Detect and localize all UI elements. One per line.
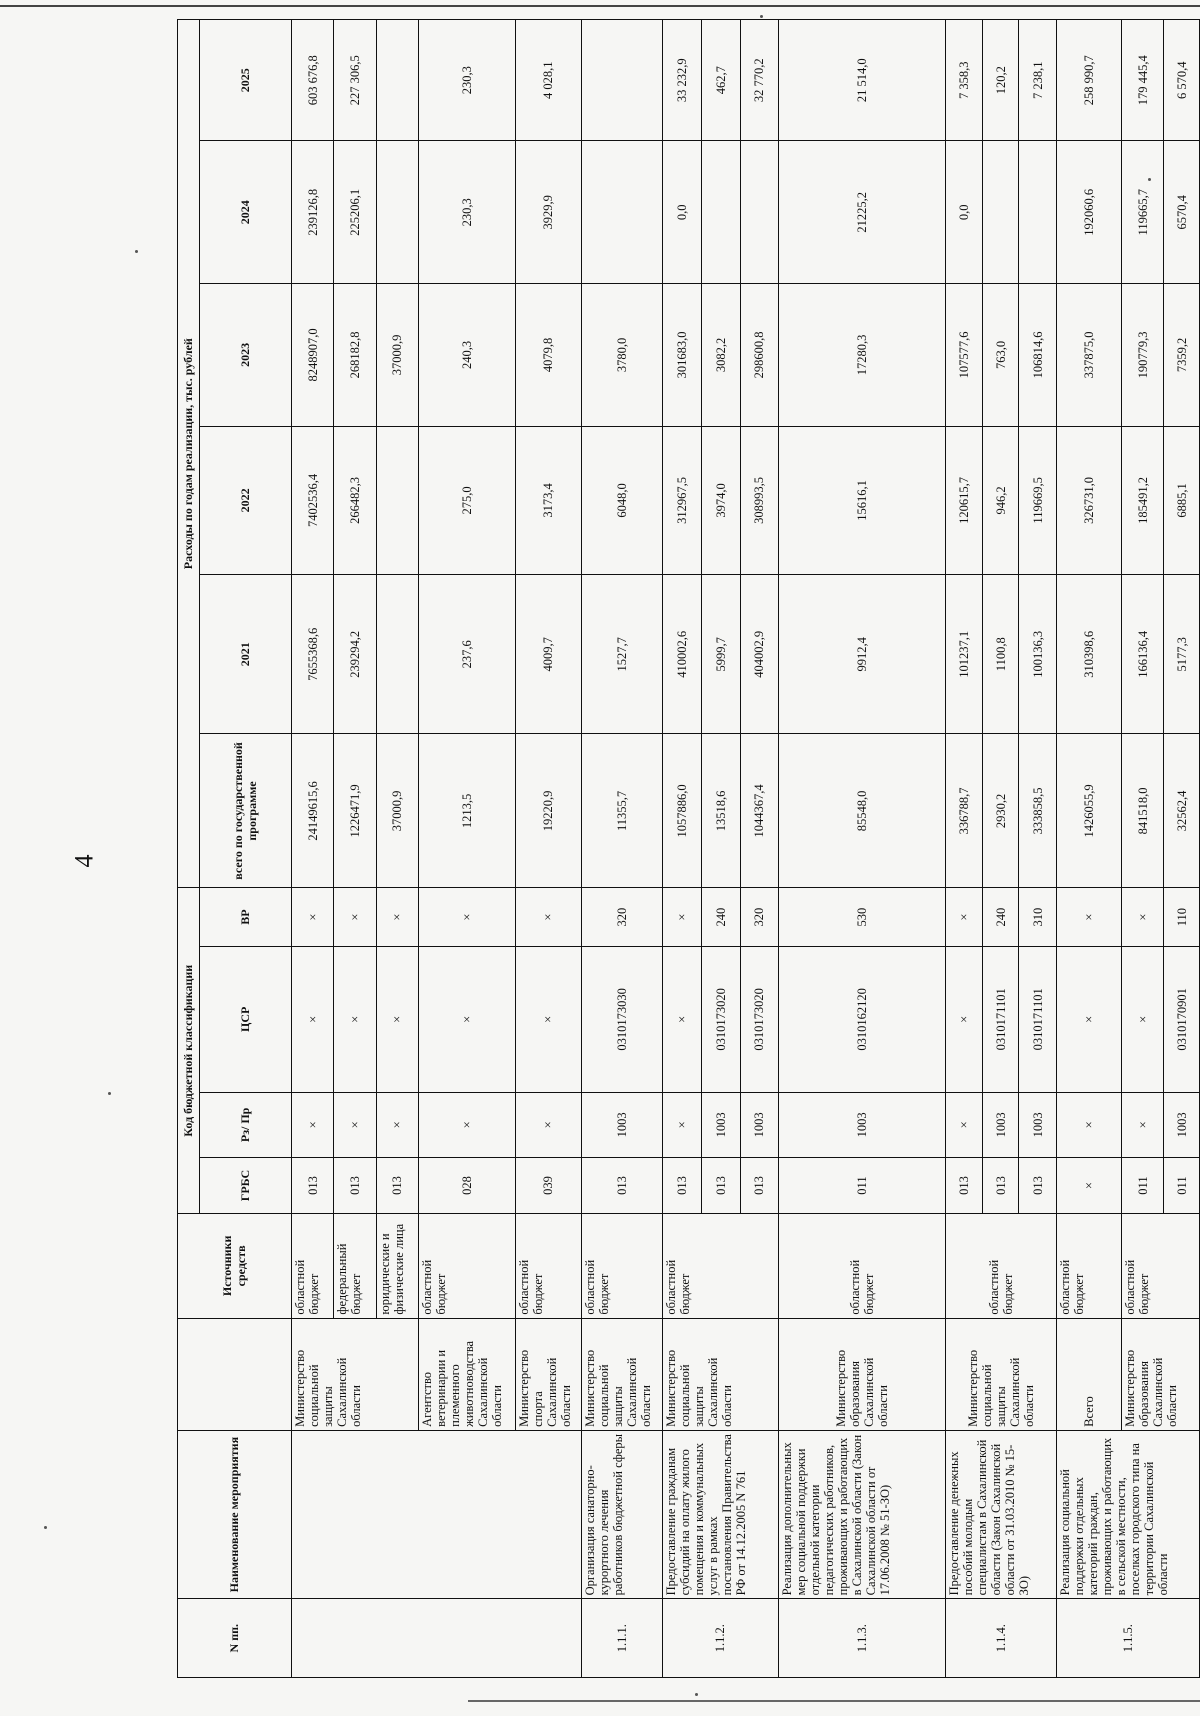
- y2021-cell: 5999,7: [701, 575, 740, 735]
- y2023-cell: 268182,8: [334, 284, 376, 427]
- total-cell: 11355,7: [581, 734, 662, 888]
- y2025-cell: 21 514,0: [778, 20, 945, 141]
- y2022-cell: 266482,3: [334, 426, 376, 574]
- y2022-cell: 15616,1: [778, 426, 945, 574]
- grbs-cell: 028: [418, 1157, 515, 1213]
- table-row: [1121, 20, 1163, 1678]
- y2021-cell: 7655368,6: [292, 575, 334, 735]
- y2025-cell: 120,2: [982, 20, 1019, 141]
- speck: [695, 1693, 698, 1696]
- speck: [44, 1526, 47, 1529]
- total-cell: 85548,0: [778, 734, 945, 888]
- y2023-cell: 301683,0: [662, 284, 701, 427]
- rzpr-cell: ×: [945, 1092, 982, 1157]
- y2023-cell: 107577,6: [945, 284, 982, 427]
- table-row: [292, 20, 334, 1678]
- vr-cell: ×: [515, 888, 581, 946]
- y2025-cell: [376, 20, 418, 141]
- speck: [108, 1092, 111, 1095]
- csr-cell: ×: [1121, 946, 1163, 1092]
- rzpr-cell: 1003: [1019, 1092, 1057, 1157]
- row-number: 1.1.3.: [778, 1599, 945, 1678]
- row-number: 1.1.2.: [662, 1599, 778, 1678]
- row-number: 1.1.4.: [945, 1599, 1056, 1678]
- y2022-cell: 3974,0: [701, 426, 740, 574]
- rzpr-cell: ×: [418, 1092, 515, 1157]
- y2025-cell: [581, 20, 662, 141]
- y2023-cell: 763,0: [982, 284, 1019, 427]
- y2024-cell: 225206,1: [334, 141, 376, 284]
- header-name: Наименование мероприятия: [178, 1430, 292, 1598]
- rzpr-cell: ×: [292, 1092, 334, 1157]
- y2025-cell: 6 570,4: [1164, 20, 1200, 141]
- header-vr: ВР: [200, 888, 292, 946]
- y2023-cell: 7359,2: [1164, 284, 1200, 427]
- y2023-cell: 17280,3: [778, 284, 945, 427]
- y2023-cell: 240,3: [418, 284, 515, 427]
- grbs-cell: 013: [945, 1157, 982, 1213]
- total-cell: 2930,2: [982, 734, 1019, 888]
- executor: Агентство ветеринарии и племенного животноводства Сахалинской области: [418, 1318, 515, 1430]
- total-cell: 1057886,0: [662, 734, 701, 888]
- y2022-cell: 185491,2: [1121, 426, 1163, 574]
- csr-cell: ×: [292, 946, 334, 1092]
- activity-name: Реализация дополнительных мер социальной поддержки отдельной категории педагогических работников, проживающих и работающих в Сахалинской области (Закон Сахалинской области от 17.06.2008 № 51-ЗО): [778, 1430, 945, 1598]
- funding-source: областной бюджет: [581, 1214, 662, 1318]
- grbs-cell: 013: [701, 1157, 740, 1213]
- grbs-cell: 013: [662, 1157, 701, 1213]
- executor: Министерство спорта Сахалинской области: [515, 1318, 581, 1430]
- table-row: [515, 20, 581, 1678]
- funding-source: областной бюджет: [418, 1214, 515, 1318]
- rzpr-cell: ×: [1121, 1092, 1163, 1157]
- y2021-cell: 310398,6: [1057, 575, 1122, 735]
- row-number: [292, 1599, 582, 1678]
- y2024-cell: 230,3: [418, 141, 515, 284]
- table-row: [945, 20, 982, 1678]
- total-cell: 32562,4: [1164, 734, 1200, 888]
- y2021-cell: 239294,2: [334, 575, 376, 735]
- header-grbs: ГРБС: [200, 1157, 292, 1213]
- header-2024: 2024: [200, 141, 292, 284]
- total-cell: 24149615,6: [292, 734, 334, 888]
- y2023-cell: 37000,9: [376, 284, 418, 427]
- scan-top-edge: [0, 5, 1200, 7]
- grbs-cell: 013: [581, 1157, 662, 1213]
- y2025-cell: 4 028,1: [515, 20, 581, 141]
- grbs-cell: 011: [778, 1157, 945, 1213]
- vr-cell: 110: [1164, 888, 1200, 946]
- y2025-cell: 258 990,7: [1057, 20, 1122, 141]
- y2021-cell: 4009,7: [515, 575, 581, 735]
- total-cell: 1226471,9: [334, 734, 376, 888]
- csr-cell: 0310162120: [778, 946, 945, 1092]
- y2024-cell: 0,0: [945, 141, 982, 284]
- y2024-cell: [581, 141, 662, 284]
- header-exec: [178, 1318, 292, 1430]
- rzpr-cell: 1003: [1164, 1092, 1200, 1157]
- vr-cell: ×: [418, 888, 515, 946]
- header-2021: 2021: [200, 575, 292, 735]
- total-cell: 19220,9: [515, 734, 581, 888]
- scan-bottom-edge: [468, 1700, 1200, 1702]
- header-rzpr: Рз/ Пр: [200, 1092, 292, 1157]
- y2025-cell: 179 445,4: [1121, 20, 1163, 141]
- csr-cell: ×: [515, 946, 581, 1092]
- activity-name: Предоставление денежных пособий молодым специалистам в Сахалинской области (Закон Сахалинской области от 31.03.2010 № 15-ЗО): [945, 1430, 1056, 1598]
- header-source: Источники средств: [178, 1214, 292, 1318]
- executor: Министерство социальной защиты Сахалинской области: [945, 1318, 1056, 1430]
- grbs-cell: 013: [982, 1157, 1019, 1213]
- vr-cell: 310: [1019, 888, 1057, 946]
- y2021-cell: 9912,4: [778, 575, 945, 735]
- header-kbk: Код бюджетной классификации: [178, 888, 200, 1214]
- executor: Министерство образования Сахалинской области: [778, 1318, 945, 1430]
- csr-cell: ×: [1057, 946, 1122, 1092]
- total-cell: 1213,5: [418, 734, 515, 888]
- vr-cell: ×: [292, 888, 334, 946]
- y2023-cell: 4079,8: [515, 284, 581, 427]
- y2021-cell: [376, 575, 418, 735]
- y2023-cell: 8248907,0: [292, 284, 334, 427]
- y2024-cell: [376, 141, 418, 284]
- csr-cell: ×: [334, 946, 376, 1092]
- rzpr-cell: 1003: [581, 1092, 662, 1157]
- rzpr-cell: 1003: [740, 1092, 778, 1157]
- total-cell: 333858,5: [1019, 734, 1057, 888]
- header-2025: 2025: [200, 20, 292, 141]
- executor: Министерство социальной защиты Сахалинской области: [292, 1318, 419, 1430]
- grbs-cell: 013: [292, 1157, 334, 1213]
- speck: [760, 15, 763, 18]
- budget-table: [177, 19, 1200, 1678]
- grbs-cell: 013: [740, 1157, 778, 1213]
- rzpr-cell: 1003: [778, 1092, 945, 1157]
- y2025-cell: 603 676,8: [292, 20, 334, 141]
- vr-cell: ×: [334, 888, 376, 946]
- executor: Всего: [1057, 1318, 1122, 1430]
- y2021-cell: 1100,8: [982, 575, 1019, 735]
- csr-cell: 0310173020: [701, 946, 740, 1092]
- csr-cell: ×: [376, 946, 418, 1092]
- y2025-cell: 462,7: [701, 20, 740, 141]
- table-row: [418, 20, 515, 1678]
- funding-source: областной бюджет: [1057, 1214, 1122, 1318]
- grbs-cell: 013: [1019, 1157, 1057, 1213]
- activity-name: Предоставление гражданам субсидий на оплату жилого помещения и коммунальных услуг в рамках постановления Правительства РФ от 14.12.2005 N 761: [662, 1430, 778, 1598]
- vr-cell: 320: [740, 888, 778, 946]
- total-cell: 13518,6: [701, 734, 740, 888]
- y2021-cell: 101237,1: [945, 575, 982, 735]
- funding-source: областной бюджет: [662, 1214, 778, 1318]
- y2022-cell: 119669,5: [1019, 426, 1057, 574]
- csr-cell: ×: [662, 946, 701, 1092]
- total-cell: 1426055,9: [1057, 734, 1122, 888]
- y2022-cell: 6885,1: [1164, 426, 1200, 574]
- executor: Министерство образования Сахалинской области: [1121, 1318, 1199, 1430]
- vr-cell: ×: [1057, 888, 1122, 946]
- y2021-cell: 237,6: [418, 575, 515, 735]
- csr-cell: 0310173020: [740, 946, 778, 1092]
- y2024-cell: [701, 141, 740, 284]
- grbs-cell: ×: [1057, 1157, 1122, 1213]
- activity-name: [292, 1430, 582, 1598]
- page-number: 4: [69, 854, 99, 868]
- csr-cell: ×: [945, 946, 982, 1092]
- table-row: [1057, 20, 1122, 1678]
- y2024-cell: 21225,2: [778, 141, 945, 284]
- csr-cell: ×: [418, 946, 515, 1092]
- y2023-cell: 298600,8: [740, 284, 778, 427]
- y2022-cell: 308993,5: [740, 426, 778, 574]
- vr-cell: 240: [982, 888, 1019, 946]
- funding-source: областной бюджет: [292, 1214, 334, 1318]
- y2022-cell: 326731,0: [1057, 426, 1122, 574]
- y2022-cell: 6048,0: [581, 426, 662, 574]
- vr-cell: ×: [376, 888, 418, 946]
- y2025-cell: 32 770,2: [740, 20, 778, 141]
- y2025-cell: 7 238,1: [1019, 20, 1057, 141]
- table-row: [778, 20, 945, 1678]
- y2024-cell: 239126,8: [292, 141, 334, 284]
- y2021-cell: 100136,3: [1019, 575, 1057, 735]
- funding-source: юридические и физические лица: [376, 1214, 418, 1318]
- rzpr-cell: 1003: [982, 1092, 1019, 1157]
- grbs-cell: 013: [376, 1157, 418, 1213]
- header-2023: 2023: [200, 284, 292, 427]
- activity-name: Организация санаторно-курортного лечения работников бюджетной сферы: [581, 1430, 662, 1598]
- vr-cell: 320: [581, 888, 662, 946]
- rzpr-cell: ×: [662, 1092, 701, 1157]
- csr-cell: 0310173030: [581, 946, 662, 1092]
- rzpr-cell: ×: [334, 1092, 376, 1157]
- y2025-cell: 227 306,5: [334, 20, 376, 141]
- y2023-cell: 106814,6: [1019, 284, 1057, 427]
- y2021-cell: 410002,6: [662, 575, 701, 735]
- grbs-cell: 011: [1121, 1157, 1163, 1213]
- speck: [135, 250, 138, 253]
- y2023-cell: 3780,0: [581, 284, 662, 427]
- y2024-cell: 192060,6: [1057, 141, 1122, 284]
- header-expenses: Расходы по годам реализации, тыс. рублей: [178, 20, 200, 888]
- funding-source: областной бюджет: [515, 1214, 581, 1318]
- y2021-cell: 5177,3: [1164, 575, 1200, 735]
- grbs-cell: 039: [515, 1157, 581, 1213]
- csr-cell: 0310170901: [1164, 946, 1200, 1092]
- vr-cell: ×: [1121, 888, 1163, 946]
- vr-cell: 530: [778, 888, 945, 946]
- y2022-cell: [376, 426, 418, 574]
- funding-source: федеральный бюджет: [334, 1214, 376, 1318]
- header-total: всего по государственной программе: [200, 734, 292, 888]
- table-row: [581, 20, 662, 1678]
- header-n: N пп.: [178, 1599, 292, 1678]
- row-number: 1.1.5.: [1057, 1599, 1200, 1678]
- y2023-cell: 337875,0: [1057, 284, 1122, 427]
- y2025-cell: 7 358,3: [945, 20, 982, 141]
- rzpr-cell: 1003: [701, 1092, 740, 1157]
- y2024-cell: 0,0: [662, 141, 701, 284]
- executor: Министерство социальной защиты Сахалинской области: [662, 1318, 778, 1430]
- rzpr-cell: ×: [1057, 1092, 1122, 1157]
- y2021-cell: 404002,9: [740, 575, 778, 735]
- vr-cell: ×: [662, 888, 701, 946]
- rzpr-cell: ×: [376, 1092, 418, 1157]
- rzpr-cell: ×: [515, 1092, 581, 1157]
- grbs-cell: 011: [1164, 1157, 1200, 1213]
- y2023-cell: 190779,3: [1121, 284, 1163, 427]
- vr-cell: 240: [701, 888, 740, 946]
- funding-source: областной бюджет: [778, 1214, 945, 1318]
- y2022-cell: 3173,4: [515, 426, 581, 574]
- total-cell: 37000,9: [376, 734, 418, 888]
- y2024-cell: [982, 141, 1019, 284]
- activity-name: Реализация социальной поддержки отдельных категорий граждан, проживающих и работающих в сельской местности, поселках городского типа на территории Сахалинской области: [1057, 1430, 1200, 1598]
- funding-source: областной бюджет: [1121, 1214, 1199, 1318]
- y2024-cell: 3929,9: [515, 141, 581, 284]
- y2022-cell: 312967,5: [662, 426, 701, 574]
- y2024-cell: [740, 141, 778, 284]
- y2024-cell: 119665,7: [1121, 141, 1163, 284]
- header-csr: ЦСР: [200, 946, 292, 1092]
- total-cell: 1044367,4: [740, 734, 778, 888]
- grbs-cell: 013: [334, 1157, 376, 1213]
- funding-source: областной бюджет: [945, 1214, 1056, 1318]
- y2025-cell: 33 232,9: [662, 20, 701, 141]
- y2024-cell: 6570,4: [1164, 141, 1200, 284]
- y2025-cell: 230,3: [418, 20, 515, 141]
- y2022-cell: 946,2: [982, 426, 1019, 574]
- csr-cell: 0310171101: [982, 946, 1019, 1092]
- rotated-budget-table: [177, 19, 1200, 1678]
- row-number: 1.1.1.: [581, 1599, 662, 1678]
- vr-cell: ×: [945, 888, 982, 946]
- y2022-cell: 275,0: [418, 426, 515, 574]
- total-cell: 841518,0: [1121, 734, 1163, 888]
- y2023-cell: 3082,2: [701, 284, 740, 427]
- y2022-cell: 120615,7: [945, 426, 982, 574]
- executor: Министерство социальной защиты Сахалинской области: [581, 1318, 662, 1430]
- csr-cell: 0310171101: [1019, 946, 1057, 1092]
- y2021-cell: 1527,7: [581, 575, 662, 735]
- y2022-cell: 7402536,4: [292, 426, 334, 574]
- y2024-cell: [1019, 141, 1057, 284]
- y2021-cell: 166136,4: [1121, 575, 1163, 735]
- total-cell: 336788,7: [945, 734, 982, 888]
- table-row: [662, 20, 701, 1678]
- header-2022: 2022: [200, 426, 292, 574]
